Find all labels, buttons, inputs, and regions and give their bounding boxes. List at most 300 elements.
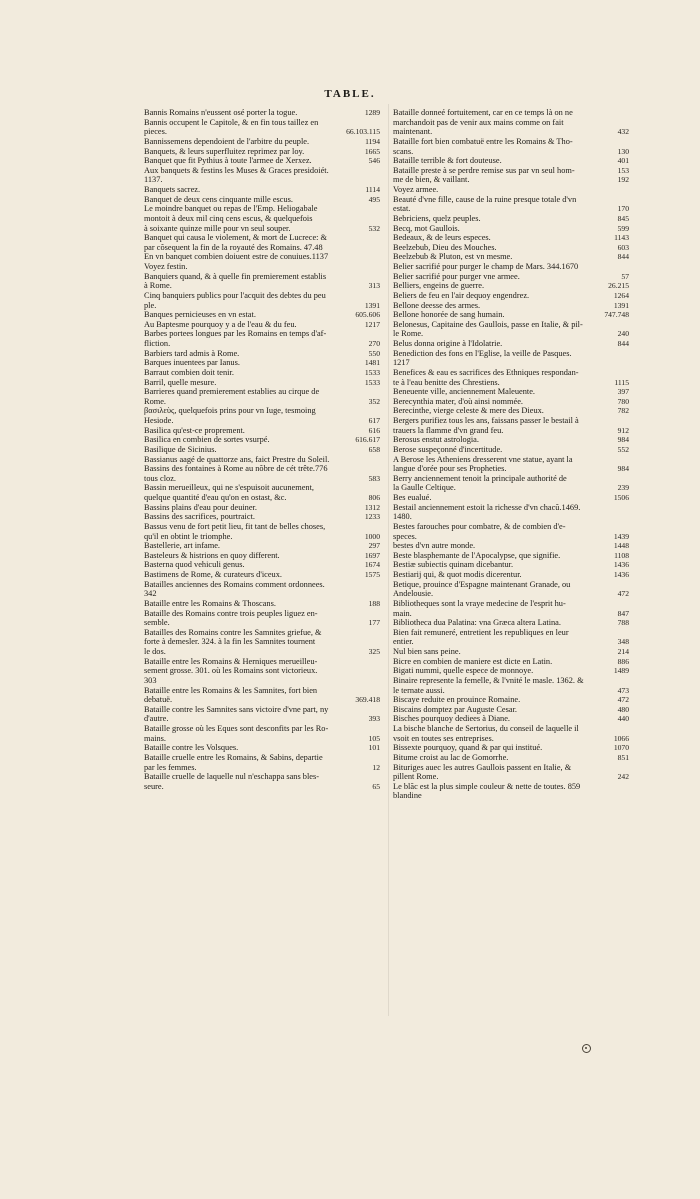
page-reference: 66.103.115 xyxy=(346,127,380,137)
index-line xyxy=(393,329,629,339)
index-line xyxy=(144,464,380,474)
index-line xyxy=(393,637,629,647)
page-reference: 603 xyxy=(617,242,629,252)
index-line-text: Barbes portees longues par les Romains en temps d'af- xyxy=(144,329,327,339)
index-line xyxy=(393,445,629,455)
index-line xyxy=(393,714,629,724)
index-line-text: Bisches pourquoy dediees à Diane. xyxy=(393,714,511,724)
index-line-text: Bedeaux, & de leurs especes. xyxy=(393,233,491,243)
index-line xyxy=(144,147,380,157)
page-reference: 984 xyxy=(617,464,629,474)
index-line xyxy=(393,204,629,214)
index-line xyxy=(144,705,380,715)
index-line xyxy=(393,320,629,330)
index-line-text: Bastellerie, art infame. xyxy=(144,541,220,551)
page-reference: 1264 xyxy=(613,290,629,300)
page-reference: 1143 xyxy=(614,233,629,243)
index-line xyxy=(393,147,629,157)
index-column-right xyxy=(393,108,629,801)
index-line-text: pieces. xyxy=(144,127,167,137)
index-line xyxy=(393,416,629,426)
index-line-text: Betique, prouince d'Espagne maintenant Granade, ou xyxy=(393,579,571,589)
index-line xyxy=(144,358,380,368)
index-line xyxy=(144,724,380,734)
index-line-text: Banquets, & leurs superfluitez reprimez par loy. xyxy=(144,146,305,156)
page-reference: 747.748 xyxy=(604,310,629,320)
page-reference: 1391 xyxy=(364,300,380,310)
index-line-text: Nul bien sans peine. xyxy=(393,647,461,656)
index-line-text: Basilica en combien de sortes vsurpé. xyxy=(144,435,270,445)
page-reference: 440 xyxy=(617,714,629,724)
index-line-text: Bibliotheca dua Palatina: vna Græca altera Latina. xyxy=(393,618,561,628)
index-line xyxy=(393,281,629,291)
index-line-text: Belier sacrifié pour purger vne armee. xyxy=(393,271,520,281)
index-line xyxy=(393,609,629,619)
page-reference: 214 xyxy=(617,647,629,656)
index-line xyxy=(393,734,629,744)
index-line xyxy=(144,320,380,330)
index-line-text: Bataille cruelle de laquelle nul n'eschappa sans bles- xyxy=(144,772,320,782)
page-reference: 188 xyxy=(368,598,380,608)
index-line-text: mains. xyxy=(144,733,167,743)
index-line-text: Berosus enstut astrologia. xyxy=(393,435,479,445)
index-line xyxy=(393,339,629,349)
page-reference: 1114 xyxy=(365,185,380,194)
index-line xyxy=(393,397,629,407)
index-line xyxy=(393,358,629,368)
page-reference: 12 xyxy=(372,762,380,772)
page-reference: 546 xyxy=(368,156,380,166)
index-line xyxy=(393,243,629,253)
index-line xyxy=(144,695,380,705)
page-reference: 1506 xyxy=(613,493,629,502)
index-line xyxy=(144,233,380,243)
index-line xyxy=(393,214,629,224)
index-line xyxy=(393,686,629,696)
index-line-text: Barques inuentees par Ianus. xyxy=(144,358,240,368)
index-line-text: Banques pernicieuses en vn estat. xyxy=(144,310,256,320)
page-reference: 348 xyxy=(617,637,629,647)
index-line-text: Beelzebub & Pluton, est vn mesme. xyxy=(393,252,513,262)
index-line xyxy=(393,310,629,320)
index-line-text: Beauté d'vne fille, cause de la ruine presque totale d'vn xyxy=(393,194,577,204)
index-line-text: Bataille cruelle entre les Romains, & Sabins, departie xyxy=(144,752,323,762)
index-line-text: entier. xyxy=(393,637,414,647)
index-line-text: Bataille preste à se perdre remise sus par vn seul hom- xyxy=(393,165,575,175)
index-line-text: à Rome. xyxy=(144,281,172,291)
page-reference: 1533 xyxy=(364,367,380,377)
index-line xyxy=(144,156,380,166)
index-line xyxy=(144,272,380,282)
index-line xyxy=(144,753,380,763)
index-line xyxy=(393,772,629,782)
index-line-text: Beste blasphemante de l'Apocalypse, que signifie. xyxy=(393,550,561,560)
index-line xyxy=(144,743,380,753)
index-line-text: Bassin merueilleux, qui ne s'espuisoit aucunement, xyxy=(144,483,314,493)
index-line-text: Basteleurs & histrions en quoy different. xyxy=(144,550,280,560)
page-reference: 1674 xyxy=(364,560,380,570)
index-line xyxy=(144,657,380,667)
index-line xyxy=(393,406,629,416)
index-line xyxy=(144,252,380,262)
index-line-text: βασιλεὺς, quelquefois prins pour vn Iuge, tesmoing xyxy=(144,406,316,416)
index-line-text: Bissexte pourquoy, quand & par qui institué. xyxy=(393,743,543,753)
index-line xyxy=(144,195,380,205)
index-line xyxy=(144,541,380,551)
page-reference: 1312 xyxy=(364,502,380,512)
index-line xyxy=(144,349,380,359)
index-line-text: Bataille contre les Volsques. xyxy=(144,743,239,753)
index-line xyxy=(393,455,629,465)
index-line-text: Bataille entre les Romains & Thoscans. xyxy=(144,598,276,608)
index-line xyxy=(393,349,629,359)
index-line xyxy=(393,753,629,763)
index-line xyxy=(393,378,629,388)
index-line-text: d'autre. xyxy=(144,714,169,724)
index-line xyxy=(393,695,629,705)
index-line-text: vsoit en toutes ses entreprises. xyxy=(393,733,494,743)
index-line xyxy=(144,329,380,339)
index-line-text: Barril, quelle mesure. xyxy=(144,377,217,387)
index-line xyxy=(393,570,629,580)
index-line-text: seure. xyxy=(144,781,164,791)
index-line-text: Bataille des Romains contre trois peuples liguez en- xyxy=(144,608,318,618)
page-reference: 1697 xyxy=(364,550,380,560)
ornament-icon xyxy=(582,1044,591,1053)
index-line-text: semble. xyxy=(144,618,170,628)
index-line-text: ple. xyxy=(144,300,157,310)
index-line-text: Bannis Romains n'eussent osé porter la togue. xyxy=(144,108,298,117)
page-reference: 616.617 xyxy=(355,435,380,445)
index-line xyxy=(144,551,380,561)
index-line xyxy=(393,474,629,484)
index-line-text: Bellone honorée de sang humain. xyxy=(393,310,505,320)
page-reference: 192 xyxy=(617,175,629,185)
index-line xyxy=(144,262,380,272)
index-line-text: par les femmes. xyxy=(144,762,197,772)
index-line-text: bestes d'vn autre monde. xyxy=(393,541,476,551)
page-reference: 844 xyxy=(617,252,629,262)
index-line-text: Batailles des Romains contre les Samnites griefue, & xyxy=(144,627,322,637)
page-reference: 552 xyxy=(617,444,629,454)
index-line-text: Bestail anciennement estoit la richesse d'vn chacũ.1469. xyxy=(393,502,581,512)
index-line xyxy=(393,589,629,599)
index-line xyxy=(393,291,629,301)
index-line-text: Barrieres quand premierement establies au cirque de xyxy=(144,387,320,397)
index-line-text: Berecinthe, vierge celeste & mere des Dieux. xyxy=(393,406,544,416)
index-line xyxy=(144,310,380,320)
page-reference: 57 xyxy=(621,271,629,281)
index-line-text: qu'il en obtint le triomphe. xyxy=(144,531,233,541)
index-line-text: Hesiode. xyxy=(144,416,174,425)
index-line xyxy=(144,676,380,686)
index-line xyxy=(393,233,629,243)
index-line-text: à soixante quinze mille pour vn seul souper. xyxy=(144,223,291,233)
page-header: TABLE. xyxy=(324,88,376,100)
page-reference: 393 xyxy=(368,714,380,724)
index-line-text: Belus donna origine à l'Idolatrie. xyxy=(393,339,503,348)
column-divider xyxy=(388,104,389,1016)
page-reference: 495 xyxy=(368,194,380,204)
index-line-text: Beelzebub, Dieu des Mouches. xyxy=(393,242,497,252)
index-line-text: Barbiers tard admis à Rome. xyxy=(144,348,240,358)
index-line xyxy=(393,435,629,445)
index-line-text: Beliers de feu en l'air dequoy engendrez. xyxy=(393,290,530,300)
page-reference: 242 xyxy=(617,772,629,782)
page-reference: 1665 xyxy=(364,146,380,156)
page-reference: 1489 xyxy=(613,666,629,676)
index-line xyxy=(393,532,629,542)
index-line-text: Bassins plains d'eau pour deuiner. xyxy=(144,502,257,512)
page-reference: 1233 xyxy=(364,512,380,522)
index-line xyxy=(393,541,629,551)
index-line-text: Bellone deesse des armes. xyxy=(393,300,481,310)
index-line-text: Bataille entre les Romains & les Samnites, fort bien xyxy=(144,685,318,695)
index-line-text: Bitume croist au lac de Gomorrhe. xyxy=(393,752,509,762)
index-line-text: Benefices & eau es sacrifices des Ethniques respondan- xyxy=(393,367,579,377)
index-line-text: Basterna quod vehiculi genus. xyxy=(144,560,245,570)
page-reference: 780 xyxy=(617,396,629,406)
page-reference: 480 xyxy=(617,704,629,714)
page-reference: 105 xyxy=(368,733,380,743)
index-line-text: montoit à deux mil cinq cens escus, & quelquefois xyxy=(144,213,313,223)
index-line-text: Banquiers quand, & à quelle fin premierement establis xyxy=(144,271,327,281)
index-line-text: tous cloz. xyxy=(144,473,176,483)
index-line-text: pillent Rome. xyxy=(393,772,439,782)
index-line-text: Andelousie. xyxy=(393,589,434,599)
index-line-text: Le moindre banquet ou repas de l'Emp. Heliogabale xyxy=(144,204,318,214)
page-reference: 177 xyxy=(368,618,380,628)
page-reference: 1194 xyxy=(365,136,380,146)
page-reference: 1066 xyxy=(613,733,629,743)
index-line-text: Belonesus, Capitaine des Gaullois, passe en Italie, & pil- xyxy=(393,319,583,329)
index-line xyxy=(144,426,380,436)
page-reference: 1481 xyxy=(364,358,380,368)
index-line xyxy=(144,445,380,455)
index-line-text: 342 xyxy=(144,589,157,599)
index-line-text: Bestiarij qui, & quot modis dicerentur. xyxy=(393,570,522,579)
index-line-text: Voyez festin. xyxy=(144,262,188,271)
index-line-text: Bataille terrible & fort douteuse. xyxy=(393,156,502,166)
index-line xyxy=(393,262,629,272)
index-line-text: Berry anciennement tenoit la principale authorité de xyxy=(393,473,567,483)
index-line xyxy=(393,705,629,715)
index-line-text: Berose suspeçonné d'incertitude. xyxy=(393,444,503,454)
page-reference: 313 xyxy=(368,281,380,291)
page-reference: 1115 xyxy=(614,377,629,387)
index-line xyxy=(144,291,380,301)
index-line-text: Belliers, engeins de guerre. xyxy=(393,281,485,291)
index-line xyxy=(144,647,380,657)
index-line-text: Bibliotheques sont la vraye medecine de l'esprit hu- xyxy=(393,598,566,608)
index-line xyxy=(393,791,629,801)
index-line-text: Le blãc est la plus simple couleur & nette de toutes. 859 xyxy=(393,781,581,791)
page-reference: 550 xyxy=(368,348,380,358)
index-line xyxy=(393,252,629,262)
index-line xyxy=(393,599,629,609)
index-line-text: le dos. xyxy=(144,647,166,656)
index-line-text: me de bien, & vaillant. xyxy=(393,175,470,185)
index-line-text: Binaire represente la femelle, & l'vnité le masle. 1362. & xyxy=(393,675,584,685)
index-line-text: 303 xyxy=(144,675,157,685)
page-reference: 240 xyxy=(617,329,629,339)
index-line-text: Bannis occupent le Capitole, & en fin tous taillez en xyxy=(144,117,319,127)
index-line xyxy=(144,714,380,724)
index-line-text: Batailles anciennes des Romains comment ordonnees. xyxy=(144,579,325,589)
page-reference: 401 xyxy=(617,156,629,166)
page-reference: 912 xyxy=(617,425,629,435)
index-line-text: maintenant. xyxy=(393,127,433,137)
index-line xyxy=(144,118,380,128)
index-line xyxy=(393,108,629,118)
index-line-text: Banquet qui causa le violement, & mort de Lucrece: & xyxy=(144,233,328,243)
page-reference: 1108 xyxy=(614,550,629,560)
index-line-text: Banquet de deux cens cinquante mille escus. xyxy=(144,194,293,204)
page-reference: 658 xyxy=(368,444,380,454)
index-line-text: 1137. xyxy=(144,175,163,185)
index-line-text: Bes eualué. xyxy=(393,493,432,502)
index-line-text: 1480. xyxy=(393,512,412,522)
index-line xyxy=(393,426,629,436)
index-line xyxy=(393,618,629,628)
index-line xyxy=(144,175,380,185)
index-line xyxy=(144,243,380,253)
index-line-text: Benediction des fons en l'Eglise, la veille de Pasques. xyxy=(393,348,572,358)
index-line xyxy=(144,570,380,580)
index-line xyxy=(144,734,380,744)
page-reference: 352 xyxy=(368,396,380,406)
page-reference: 617 xyxy=(368,416,380,425)
index-line-text: le Rome. xyxy=(393,329,424,339)
index-line-text: langue d'orée pour ses Propheties. xyxy=(393,464,507,474)
page-reference: 472 xyxy=(617,589,629,599)
index-line-text: A Berose les Atheniens dresserent vne statue, ayant la xyxy=(393,454,573,464)
page-reference: 1000 xyxy=(364,531,380,541)
page-reference: 1575 xyxy=(364,570,380,579)
index-line-text: Barraut combien doit tenir. xyxy=(144,367,234,377)
index-line xyxy=(393,118,629,128)
index-line xyxy=(144,108,380,118)
index-line-text: Bataille entre les Romains & Herniques merueilleu- xyxy=(144,656,318,666)
page-reference: 170 xyxy=(617,204,629,214)
page-reference: 153 xyxy=(617,165,629,175)
index-line-text: Bicre en combien de maniere est dicte en Latin. xyxy=(393,656,553,666)
index-line-text: la Gaulle Celtique. xyxy=(393,483,456,493)
page-reference: 1533 xyxy=(364,377,380,387)
index-line-text: La bische blanche de Sertorius, du conseil de laquelle il xyxy=(393,724,579,733)
index-line-text: speces. xyxy=(393,531,417,541)
index-line xyxy=(144,416,380,426)
index-line-text: Voyez armee. xyxy=(393,185,439,194)
page-reference: 532 xyxy=(368,223,380,233)
page-reference: 26.215 xyxy=(608,281,629,291)
index-line-text: Bassins des fontaines à Rome au nõbre de cét trête.776 xyxy=(144,464,328,474)
index-line xyxy=(144,686,380,696)
index-line-text: Bataille grosse où les Eques sont desconfits par les Ro- xyxy=(144,724,329,733)
index-line xyxy=(393,195,629,205)
index-line-text: sement grosse. 301. où les Romains sont victorieux. xyxy=(144,666,318,676)
index-line-text: par cõsequent la fin de la royauté des Romains. 47.48 xyxy=(144,242,323,252)
index-line-text: Becq, mot Gaullois. xyxy=(393,223,460,233)
index-line-text: Banquets sacrez. xyxy=(144,185,201,194)
index-line-text: Belier sacrifié pour purger le champ de Mars. 344.1670 xyxy=(393,262,579,271)
index-line xyxy=(393,185,629,195)
index-line xyxy=(393,503,629,513)
index-line xyxy=(144,522,380,532)
index-line-text: Bannissemens dependoient de l'arbitre du peuple. xyxy=(144,136,310,146)
index-line-text: Basilique de Sicinius. xyxy=(144,444,217,454)
index-line-text: Bassus venu de fort petit lieu, fit tant de belles choses, xyxy=(144,521,326,531)
index-line-text: quelque quantité d'eau qu'on en ostast, &c. xyxy=(144,493,287,502)
index-line xyxy=(144,609,380,619)
page-reference: 1391 xyxy=(613,300,629,310)
index-line xyxy=(393,522,629,532)
index-line xyxy=(393,224,629,234)
page-reference: 369.418 xyxy=(355,695,380,705)
page-reference: 65 xyxy=(372,781,380,791)
index-line xyxy=(144,214,380,224)
index-line xyxy=(144,387,380,397)
page-reference: 845 xyxy=(617,213,629,223)
index-line xyxy=(144,560,380,570)
index-line-text: trauers la flamme d'vn grand feu. xyxy=(393,425,504,435)
page-reference: 844 xyxy=(617,339,629,348)
page-reference: 473 xyxy=(617,685,629,695)
index-line-text: Beneuente ville, anciennement Maleuente. xyxy=(393,387,536,397)
index-line-text: 1217 xyxy=(393,358,410,368)
index-line-text: Au Baptesme pourquoy y a de l'eau & du feu. xyxy=(144,319,297,329)
index-line xyxy=(144,763,380,773)
page-reference: 782 xyxy=(617,406,629,416)
index-line-text: Bestes farouches pour combatre, & de combien d'e- xyxy=(393,521,566,531)
page-reference: 1217 xyxy=(364,319,380,329)
index-line xyxy=(393,387,629,397)
index-line-text: Bassins des sacrifices, pourtraict. xyxy=(144,512,255,522)
index-line xyxy=(144,618,380,628)
page-reference: 432 xyxy=(617,127,629,137)
index-line xyxy=(144,185,380,195)
page-reference: 847 xyxy=(617,608,629,618)
index-line xyxy=(144,782,380,792)
index-line xyxy=(393,647,629,657)
page-reference: 239 xyxy=(617,483,629,493)
index-line xyxy=(393,368,629,378)
index-line xyxy=(393,657,629,667)
index-line-text: Bassianus aagé de quattorze ans, faict Prestre du Soleil. xyxy=(144,454,330,464)
index-line xyxy=(393,175,629,185)
index-line xyxy=(144,772,380,782)
index-line xyxy=(144,137,380,147)
index-line-text: Bastimens de Rome, & curateurs d'iceux. xyxy=(144,570,282,579)
page-reference: 599 xyxy=(617,223,629,233)
index-line xyxy=(393,551,629,561)
index-line xyxy=(393,560,629,570)
page-reference: 984 xyxy=(617,435,629,445)
index-column-left xyxy=(144,108,380,791)
index-line xyxy=(393,763,629,773)
index-line xyxy=(144,339,380,349)
index-line-text: Biscaye reduite en prouince Romaine. xyxy=(393,695,521,705)
index-line-text: le ternate aussi. xyxy=(393,685,445,695)
index-line xyxy=(393,127,629,137)
index-line xyxy=(393,743,629,753)
index-line-text: Bataille donneé fortuitement, car en ce temps là on ne xyxy=(393,108,573,117)
page-reference: 101 xyxy=(368,743,380,753)
index-line xyxy=(144,406,380,416)
page-reference: 397 xyxy=(617,387,629,397)
index-line-text: main. xyxy=(393,608,412,618)
index-line xyxy=(144,589,380,599)
